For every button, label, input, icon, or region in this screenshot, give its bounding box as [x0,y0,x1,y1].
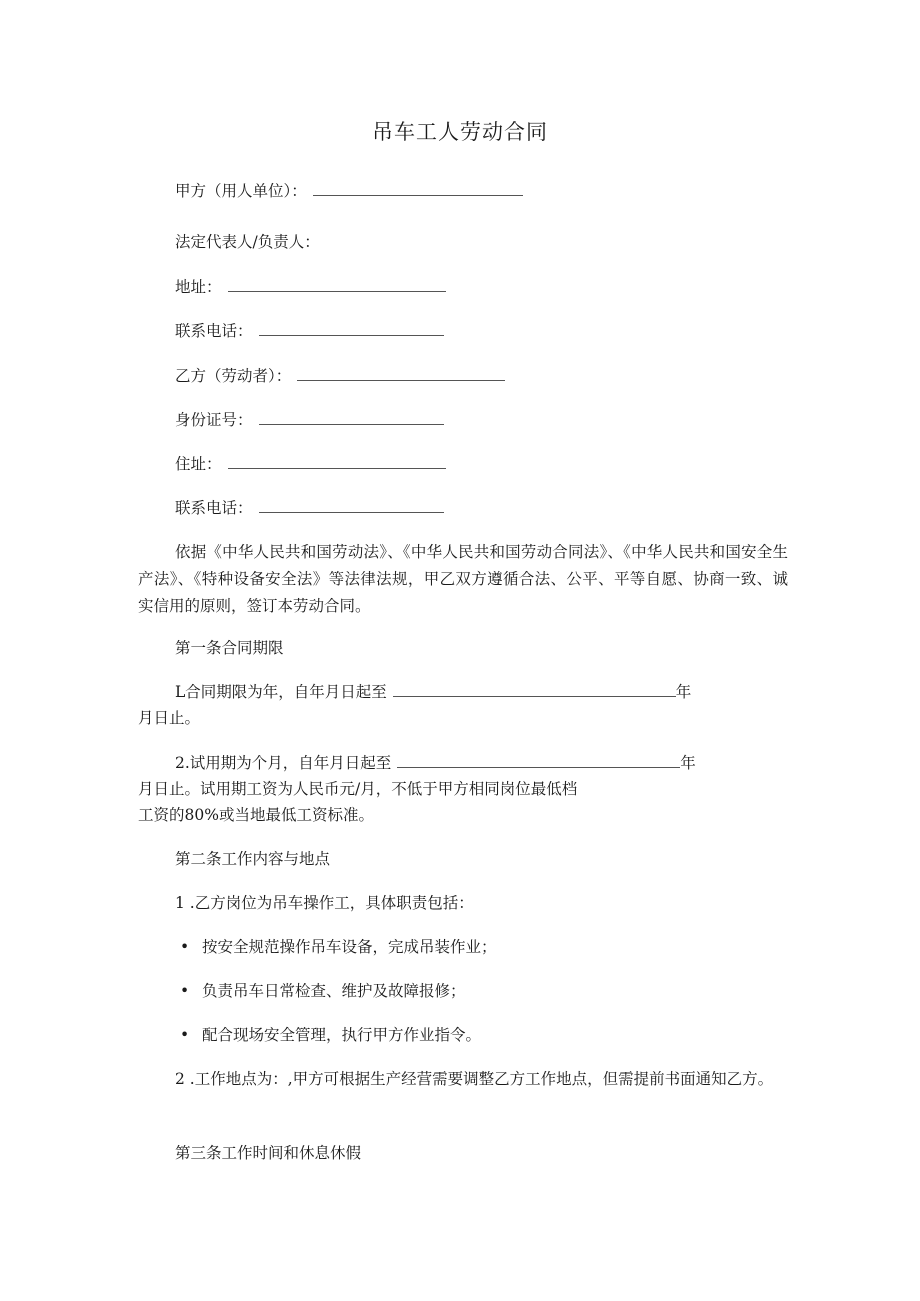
duty-bullet-1 [180,936,497,958]
bullet-icon: • [180,938,190,956]
article-1-item-1-year: 年 [675,683,692,701]
party-b-blank[interactable] [297,365,505,381]
article-1-item-1-text: L合同期限为年，自年月日起至 [175,683,387,701]
phone-b-row [175,497,444,519]
article-2-title: 第二条工作内容与地点 [175,850,331,868]
phone-a-row [175,320,444,342]
article-1-item-1-cont: 月日止。 [138,709,201,727]
party-a-label: 甲方（用人单位）： [175,182,307,200]
duty-bullet-text: 按安全规范操作吊车设备，完成吊装作业； [202,938,497,956]
party-a-blank[interactable] [313,180,523,196]
document-title: 吊车工人劳动合同 [372,120,548,144]
id-label: 身份证号： [175,411,253,429]
article-1-item-2-cont2: 工资的80%或当地最低工资标准。 [138,806,374,824]
phone-a-label: 联系电话： [175,322,253,340]
id-blank[interactable] [259,409,444,425]
duty-bullet-text: 负责吊车日常检查、维护及故障报修； [202,982,466,1000]
article-2-item-1: 1 .乙方岗位为吊车操作工，具体职责包括： [175,894,474,912]
duty-bullet-3 [180,1024,481,1046]
residence-row [175,453,446,475]
phone-a-blank[interactable] [259,320,444,336]
legal-rep-row [175,231,320,253]
article-1-item-1-blank[interactable] [393,681,676,697]
phone-b-blank[interactable] [259,497,444,513]
article-1-item-2-cont: 月日止。试用期工资为人民币元/月，不低于甲方相同岗位最低档 [138,780,578,798]
article-1-title: 第一条合同期限 [175,639,284,657]
intro-paragraph: 依据《中华人民共和国劳动法》、《中华人民共和国劳动合同法》、《中华人民共和国安全生产法》、《特种设备安全法》等法律法规，甲乙双方遵循合法、公平、平等自愿、协商一致、诚实信用的原则，签订本劳动合同。 [138,543,788,615]
duty-bullet-text: 配合现场安全管理，执行甲方作业指令。 [202,1026,482,1044]
address-a-label: 地址： [175,278,222,296]
legal-rep-label: 法定代表人/负责人： [175,233,320,251]
party-a-row [175,180,523,202]
id-row [175,409,444,431]
article-1-item-1 [175,681,691,703]
bullet-icon: • [180,1026,190,1044]
address-a-row [175,276,446,298]
article-1-item-2 [175,752,696,774]
article-3-title: 第三条工作时间和休息休假 [175,1144,362,1162]
article-1-item-2-year: 年 [680,754,696,772]
article-2-item-2: 2 .工作地点为：,甲方可根据生产经营需要调整乙方工作地点，但需提前书面通知乙方。 [175,1070,774,1088]
residence-blank[interactable] [228,453,446,469]
party-b-row [175,365,505,387]
duty-bullet-2 [180,980,466,1002]
bullet-icon: • [180,982,190,1000]
article-1-item-2-blank[interactable] [397,752,680,768]
article-1-item-2-text: 2.试用期为个月，自年月日起至 [175,754,392,772]
phone-b-label: 联系电话： [175,499,253,517]
address-a-blank[interactable] [228,276,446,292]
residence-label: 住址： [175,455,222,473]
party-b-label: 乙方（劳动者）： [175,367,292,385]
